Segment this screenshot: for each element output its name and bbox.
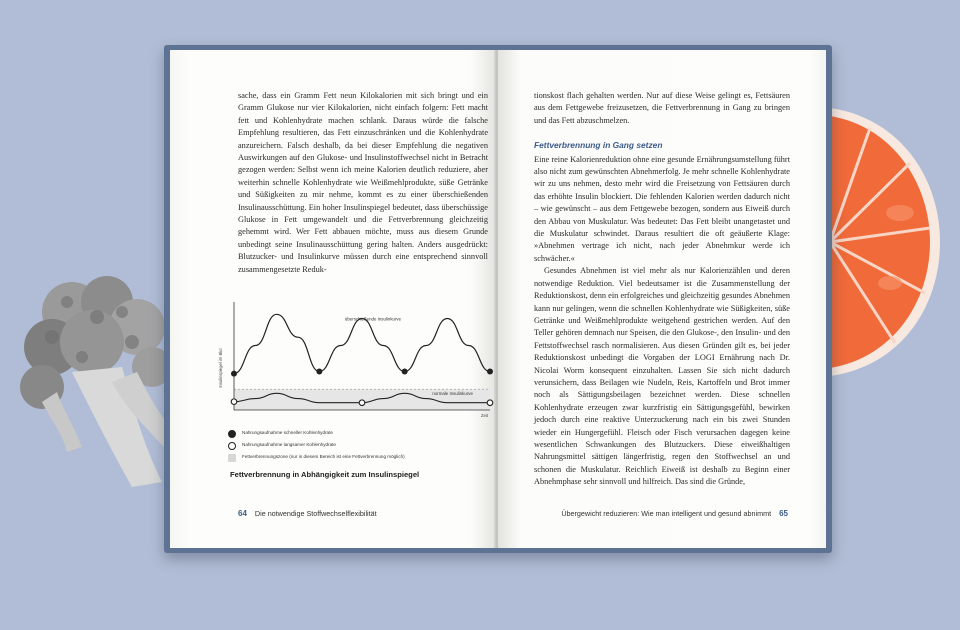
running-title: Die notwendige Stoffwechselflexibilität xyxy=(254,509,377,518)
left-footer xyxy=(238,509,377,518)
page-number: 64 xyxy=(238,509,247,518)
series-line-high-insulin xyxy=(234,314,490,373)
hollow-marker-icon xyxy=(228,442,236,450)
legend-label: Nahrungsaufnahme schneller Kohlenhydrate xyxy=(242,430,333,435)
hollow-marker xyxy=(231,399,237,405)
paragraph-2: Gesundes Abnehmen ist viel mehr als nur Kalorienzählen und deren notwendige Reduktion. Viel bedeutsamer ist die Zusammenstellung der Reduktionskost, denn ein erfolgreiches und gleichzeitig gesundes Abnehmen kann nur gelingen, wenn die schnellen Kohlenhydrate wie Süßigkeiten, süße Getränke und Weißmehlprodukte weitgehend gestrichen werden. Auf den Teller gehören demnach nur Speisen, die den Glukose-, den Insulin- und den Fettstoffwechsel rasch normalisieren. Aus diesen Gründen gilt es, bei jeder Reduktionskost unbedingt die Vorgaben der LOGI Ernährung nach Dr. Nicolai Worm konsequent einzuhalten. Lassen Sie sich nicht dadurch verunsichern, dass Beilagen wie Nudeln, Reis, Kartoffeln und Brot immer noch als Sättigungsbeilagen bezeichnet werden. Diese schnellen Kohlenhydrate erzeugen zwar kurzfristig ein Sättigungsgefühl, bewirken jedoch durch eine reaktive Unterzuckerung nach ein bis zwei Stunden wieder ein Hungergefühl. Fleisch oder Fisch verursachen dagegen keine wesentlichen Schwankungen des Blutzuckers. Diese eiweißhaltigen Nahrungsmittel sättigen längerfristig, regen den Stoffwechsel an und schonen die Muskulatur. Reichlich Eiweiß ist deshalb zu Beginn einer Abnehmphase sehr sinnvoll und hilfreich. Das sind die Gründe, xyxy=(534,266,790,487)
paragraph-1: Eine reine Kalorienreduktion ohne eine gesunde Ernährungsumstellung führt also nicht zum gewünschten Abnehmerfolg. Je mehr schnelle Kohlenhydrate wir zu uns nehmen, desto mehr wird die Freisetzung von Fettsäuren durch das erhöhte Insulin blockiert. Die fehlenden Kalorien werden dadurch nicht – wie gewünscht – aus dem Fettgewebe bezogen, sondern aus Eiweiß durch den Abbau von Muskulatur. Was bedeutet: Das Fett bleibt unangetastet und die Muskulatur schwindet. Daraus resultiert die oft geäußerte Klage: »Abnehmen vertrage ich nicht, nach jeder Abnehmkur werde ich schwächer.« xyxy=(534,154,790,263)
chart-caption: Fettverbrennung in Abhängigkeit zum Insulinspiegel xyxy=(230,470,420,479)
y-axis-label: Insulinspiegel im Blut xyxy=(218,348,223,388)
filled-marker xyxy=(487,369,493,375)
filled-marker xyxy=(402,369,408,375)
insulin-chart-svg xyxy=(212,298,494,428)
legend-label: Nahrungsaufnahme langsamer Kohlenhydrate xyxy=(242,442,336,447)
zone-swatch-icon xyxy=(228,454,236,462)
running-title: Übergewicht reduzieren: Wie man intelligent und gesund abnimmt xyxy=(561,509,772,518)
left-body-text xyxy=(238,90,488,276)
filled-marker-icon xyxy=(228,430,236,438)
legend-item-fast-carbs xyxy=(228,430,438,438)
left-page xyxy=(170,50,496,548)
right-footer xyxy=(561,509,788,518)
page-number: 65 xyxy=(779,509,788,518)
filled-marker xyxy=(231,371,237,377)
right-page xyxy=(498,50,826,548)
legend-item-slow-carbs xyxy=(228,442,438,450)
hollow-marker xyxy=(487,400,493,406)
open-book xyxy=(164,45,832,553)
broccoli-image xyxy=(12,272,187,502)
intro-paragraph: tionskost flach gehalten werden. Nur auf diese Weise gelingt es, Fettsäuren aus dem Fettgewebe freizusetzen, die Fettverbrennung in Gang zu bringen und das Fett abzuschmelzen. xyxy=(534,91,790,125)
left-paragraph: sache, dass ein Gramm Fett neun Kilokalorien mit sich bringt und ein Gramm Glukose nur vier Kilokalorien, nicht einfach folgern: Fett macht fett und Kohlenhydrate machen schlank. Daraus würde die falsche Empfehlung resultieren, das Fett einzuschränken und die Kohlenhydrate anzureichern. Falsch deshalb, da bei dieser Empfehlung die negativen Auswirkungen auf den Glukose- und Insulinstoffwechsel nicht in Betracht gezogen werden: Selbst wenn ich meine Kalorien deutlich reduziere, aber weiterhin schnelle Kohlenhydrate wie Weißmehlprodukte, süße Getränke und Süßigkeiten zu mir nehme, kommt es zu einer überschießenden Insulinausschüttung. Ein hoher Insulinspiegel bedeutet, dass überschüssige Glukose in Fett umgewandelt und die Fettverbrennung gleichzeitig gehemmt wird. Wer Fett abbauen möchte, muss aus diesem Grunde unbedingt seine Insulinausschüttung gering halten. Anders ausgedrückt: Blutzucker- und Insulinkurve müssen durch eine entsprechend sinnvoll zusammengesetzte Reduk- xyxy=(238,91,488,274)
right-body-text xyxy=(534,90,790,489)
series-label-normal: normale Insulinkurve xyxy=(432,391,473,397)
x-axis-label: Zeit xyxy=(481,413,488,418)
chart-legend xyxy=(228,430,438,466)
hollow-marker xyxy=(359,400,365,406)
filled-marker xyxy=(316,369,322,375)
legend-item-fat-burning-zone xyxy=(228,454,438,462)
series-label-high: überschießende Insulinkurve xyxy=(344,316,402,322)
legend-label: Fettverbrennungszone (nur in diesem Bereich ist eine Fettverbrennung möglich) xyxy=(242,454,405,459)
section-heading: Fettverbrennung in Gang setzen xyxy=(534,140,663,151)
